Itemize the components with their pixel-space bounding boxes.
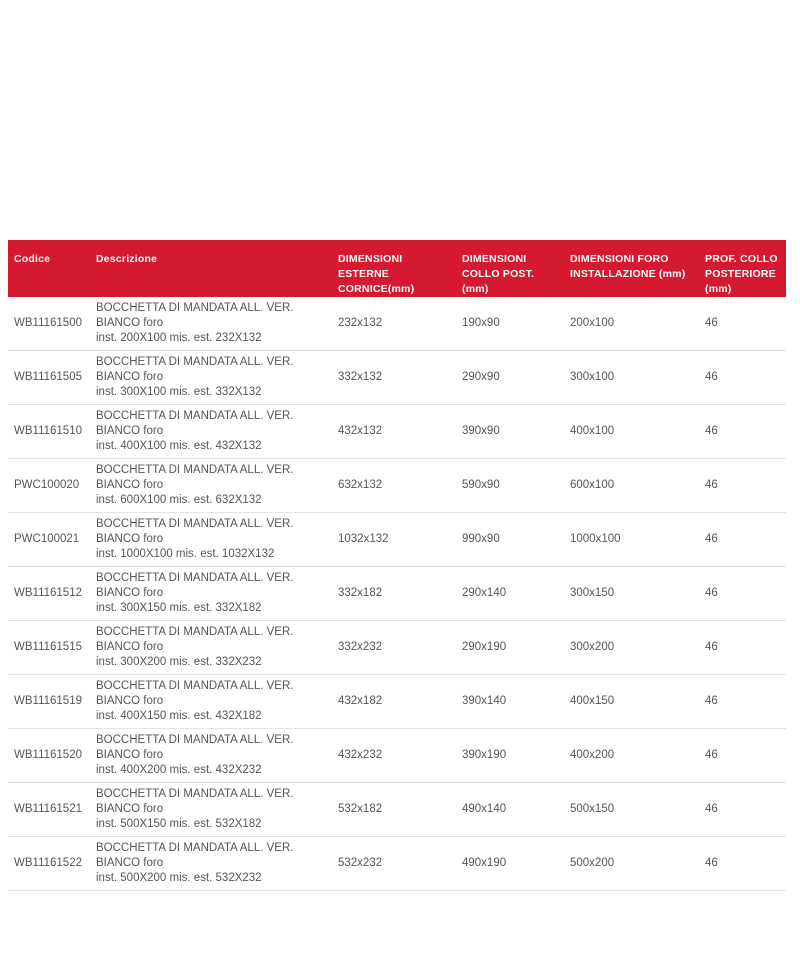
descrizione-line2: inst. 600X100 mis. est. 632X132 xyxy=(96,494,262,506)
cell-dimensioni-esterne: 432x232 xyxy=(332,729,456,783)
column-header-label-line2: CORNICE(mm) xyxy=(338,283,415,295)
cell-codice: PWC100020 xyxy=(8,459,90,513)
cell-dimensioni-collo: 190x90 xyxy=(456,297,564,351)
table-header-row xyxy=(8,240,786,297)
cell-prof-collo: 46 xyxy=(699,621,786,675)
table-row xyxy=(8,621,786,675)
cell-descrizione xyxy=(90,621,332,675)
cell-prof-collo: 46 xyxy=(699,729,786,783)
cell-prof-collo: 46 xyxy=(699,459,786,513)
column-header-label: Descrizione xyxy=(96,253,158,265)
cell-dimensioni-collo: 390x140 xyxy=(456,675,564,729)
descrizione-line1: BOCCHETTA DI MANDATA ALL. VER. BIANCO foro xyxy=(96,842,294,869)
cell-dimensioni-esterne: 1032x132 xyxy=(332,513,456,567)
cell-dimensioni-collo: 290x140 xyxy=(456,567,564,621)
table-row xyxy=(8,351,786,405)
column-header-label-line1: DIMENSIONI xyxy=(462,253,527,265)
cell-dimensioni-collo: 490x190 xyxy=(456,837,564,891)
cell-dimensioni-esterne: 432x132 xyxy=(332,405,456,459)
cell-dimensioni-esterne: 232x132 xyxy=(332,297,456,351)
cell-codice: WB11161505 xyxy=(8,351,90,405)
cell-codice: WB11161520 xyxy=(8,729,90,783)
table-row xyxy=(8,675,786,729)
cell-dimensioni-foro: 200x100 xyxy=(564,297,699,351)
cell-dimensioni-collo: 990x90 xyxy=(456,513,564,567)
descrizione-line1: BOCCHETTA DI MANDATA ALL. VER. BIANCO foro xyxy=(96,626,294,653)
descrizione-line2: inst. 400X200 mis. est. 432X232 xyxy=(96,764,262,776)
descrizione-line2: inst. 300X100 mis. est. 332X132 xyxy=(96,386,262,398)
cell-prof-collo: 46 xyxy=(699,675,786,729)
column-header-dimensioni-esterne-cornice xyxy=(332,240,456,297)
descrizione-line2: inst. 500X150 mis. est. 532X182 xyxy=(96,818,262,830)
table-row xyxy=(8,783,786,837)
cell-dimensioni-foro: 300x200 xyxy=(564,621,699,675)
descrizione-line1: BOCCHETTA DI MANDATA ALL. VER. BIANCO foro xyxy=(96,680,294,707)
cell-descrizione xyxy=(90,675,332,729)
column-header-descrizione xyxy=(90,240,332,297)
cell-descrizione xyxy=(90,837,332,891)
cell-codice: WB11161512 xyxy=(8,567,90,621)
cell-dimensioni-foro: 300x150 xyxy=(564,567,699,621)
product-spec-table xyxy=(8,240,786,891)
column-header-prof-collo-posteriore xyxy=(699,240,786,297)
column-header-label-line1: PROF. COLLO xyxy=(705,253,778,265)
descrizione-line2: inst. 1000X100 mis. est. 1032X132 xyxy=(96,548,275,560)
cell-dimensioni-foro: 300x100 xyxy=(564,351,699,405)
descrizione-line2: inst. 400X100 mis. est. 432X132 xyxy=(96,440,262,452)
descrizione-line1: BOCCHETTA DI MANDATA ALL. VER. BIANCO foro xyxy=(96,464,294,491)
cell-dimensioni-foro: 400x100 xyxy=(564,405,699,459)
cell-dimensioni-foro: 500x200 xyxy=(564,837,699,891)
descrizione-line2: inst. 300X150 mis. est. 332X182 xyxy=(96,602,262,614)
cell-dimensioni-esterne: 632x132 xyxy=(332,459,456,513)
descrizione-line1: BOCCHETTA DI MANDATA ALL. VER. BIANCO foro xyxy=(96,302,294,329)
product-spec-table-container xyxy=(8,240,786,891)
table-row xyxy=(8,405,786,459)
cell-codice: WB11161522 xyxy=(8,837,90,891)
descrizione-line1: BOCCHETTA DI MANDATA ALL. VER. BIANCO foro xyxy=(96,734,294,761)
cell-descrizione xyxy=(90,351,332,405)
column-header-dimensioni-foro-installazione xyxy=(564,240,699,297)
cell-prof-collo: 46 xyxy=(699,513,786,567)
column-header-codice xyxy=(8,240,90,297)
cell-dimensioni-esterne: 332x232 xyxy=(332,621,456,675)
cell-dimensioni-collo: 390x90 xyxy=(456,405,564,459)
cell-prof-collo: 46 xyxy=(699,297,786,351)
cell-dimensioni-foro: 400x200 xyxy=(564,729,699,783)
cell-descrizione xyxy=(90,513,332,567)
cell-prof-collo: 46 xyxy=(699,783,786,837)
cell-dimensioni-collo: 290x190 xyxy=(456,621,564,675)
cell-descrizione xyxy=(90,729,332,783)
cell-dimensioni-collo: 290x90 xyxy=(456,351,564,405)
cell-prof-collo: 46 xyxy=(699,405,786,459)
cell-dimensioni-collo: 490x140 xyxy=(456,783,564,837)
cell-codice: WB11161510 xyxy=(8,405,90,459)
column-header-label-line2: COLLO POST. (mm) xyxy=(462,268,535,295)
descrizione-line1: BOCCHETTA DI MANDATA ALL. VER. BIANCO foro xyxy=(96,518,294,545)
cell-dimensioni-esterne: 332x182 xyxy=(332,567,456,621)
cell-dimensioni-esterne: 432x182 xyxy=(332,675,456,729)
cell-dimensioni-esterne: 332x132 xyxy=(332,351,456,405)
cell-dimensioni-collo: 590x90 xyxy=(456,459,564,513)
cell-prof-collo: 46 xyxy=(699,567,786,621)
descrizione-line2: inst. 400X150 mis. est. 432X182 xyxy=(96,710,262,722)
cell-dimensioni-collo: 390x190 xyxy=(456,729,564,783)
column-header-label-line2: POSTERIORE (mm) xyxy=(705,268,776,295)
cell-dimensioni-foro: 600x100 xyxy=(564,459,699,513)
descrizione-line1: BOCCHETTA DI MANDATA ALL. VER. BIANCO foro xyxy=(96,788,294,815)
cell-descrizione xyxy=(90,405,332,459)
descrizione-line2: inst. 500X200 mis. est. 532X232 xyxy=(96,872,262,884)
cell-codice: WB11161500 xyxy=(8,297,90,351)
cell-dimensioni-esterne: 532x232 xyxy=(332,837,456,891)
cell-codice: WB11161519 xyxy=(8,675,90,729)
cell-descrizione xyxy=(90,567,332,621)
descrizione-line2: inst. 200X100 mis. est. 232X132 xyxy=(96,332,262,344)
cell-dimensioni-esterne: 532x182 xyxy=(332,783,456,837)
cell-descrizione xyxy=(90,459,332,513)
descrizione-line1: BOCCHETTA DI MANDATA ALL. VER. BIANCO foro xyxy=(96,356,294,383)
descrizione-line2: inst. 300X200 mis. est. 332X232 xyxy=(96,656,262,668)
table-row xyxy=(8,297,786,351)
cell-codice: WB11161515 xyxy=(8,621,90,675)
cell-dimensioni-foro: 1000x100 xyxy=(564,513,699,567)
cell-prof-collo: 46 xyxy=(699,351,786,405)
table-row xyxy=(8,513,786,567)
table-row xyxy=(8,567,786,621)
column-header-dimensioni-collo-post xyxy=(456,240,564,297)
cell-codice: PWC100021 xyxy=(8,513,90,567)
column-header-label-line2: INSTALLAZIONE (mm) xyxy=(570,268,686,280)
column-header-label-line1: DIMENSIONI FORO xyxy=(570,253,669,265)
cell-descrizione xyxy=(90,783,332,837)
descrizione-line1: BOCCHETTA DI MANDATA ALL. VER. BIANCO foro xyxy=(96,410,294,437)
table-row xyxy=(8,837,786,891)
descrizione-line1: BOCCHETTA DI MANDATA ALL. VER. BIANCO foro xyxy=(96,572,294,599)
cell-prof-collo: 46 xyxy=(699,837,786,891)
column-header-label-line1: DIMENSIONI ESTERNE xyxy=(338,253,403,280)
table-row xyxy=(8,729,786,783)
cell-descrizione xyxy=(90,297,332,351)
cell-codice: WB11161521 xyxy=(8,783,90,837)
cell-dimensioni-foro: 400x150 xyxy=(564,675,699,729)
column-header-label: Codice xyxy=(14,253,51,265)
table-row xyxy=(8,459,786,513)
cell-dimensioni-foro: 500x150 xyxy=(564,783,699,837)
